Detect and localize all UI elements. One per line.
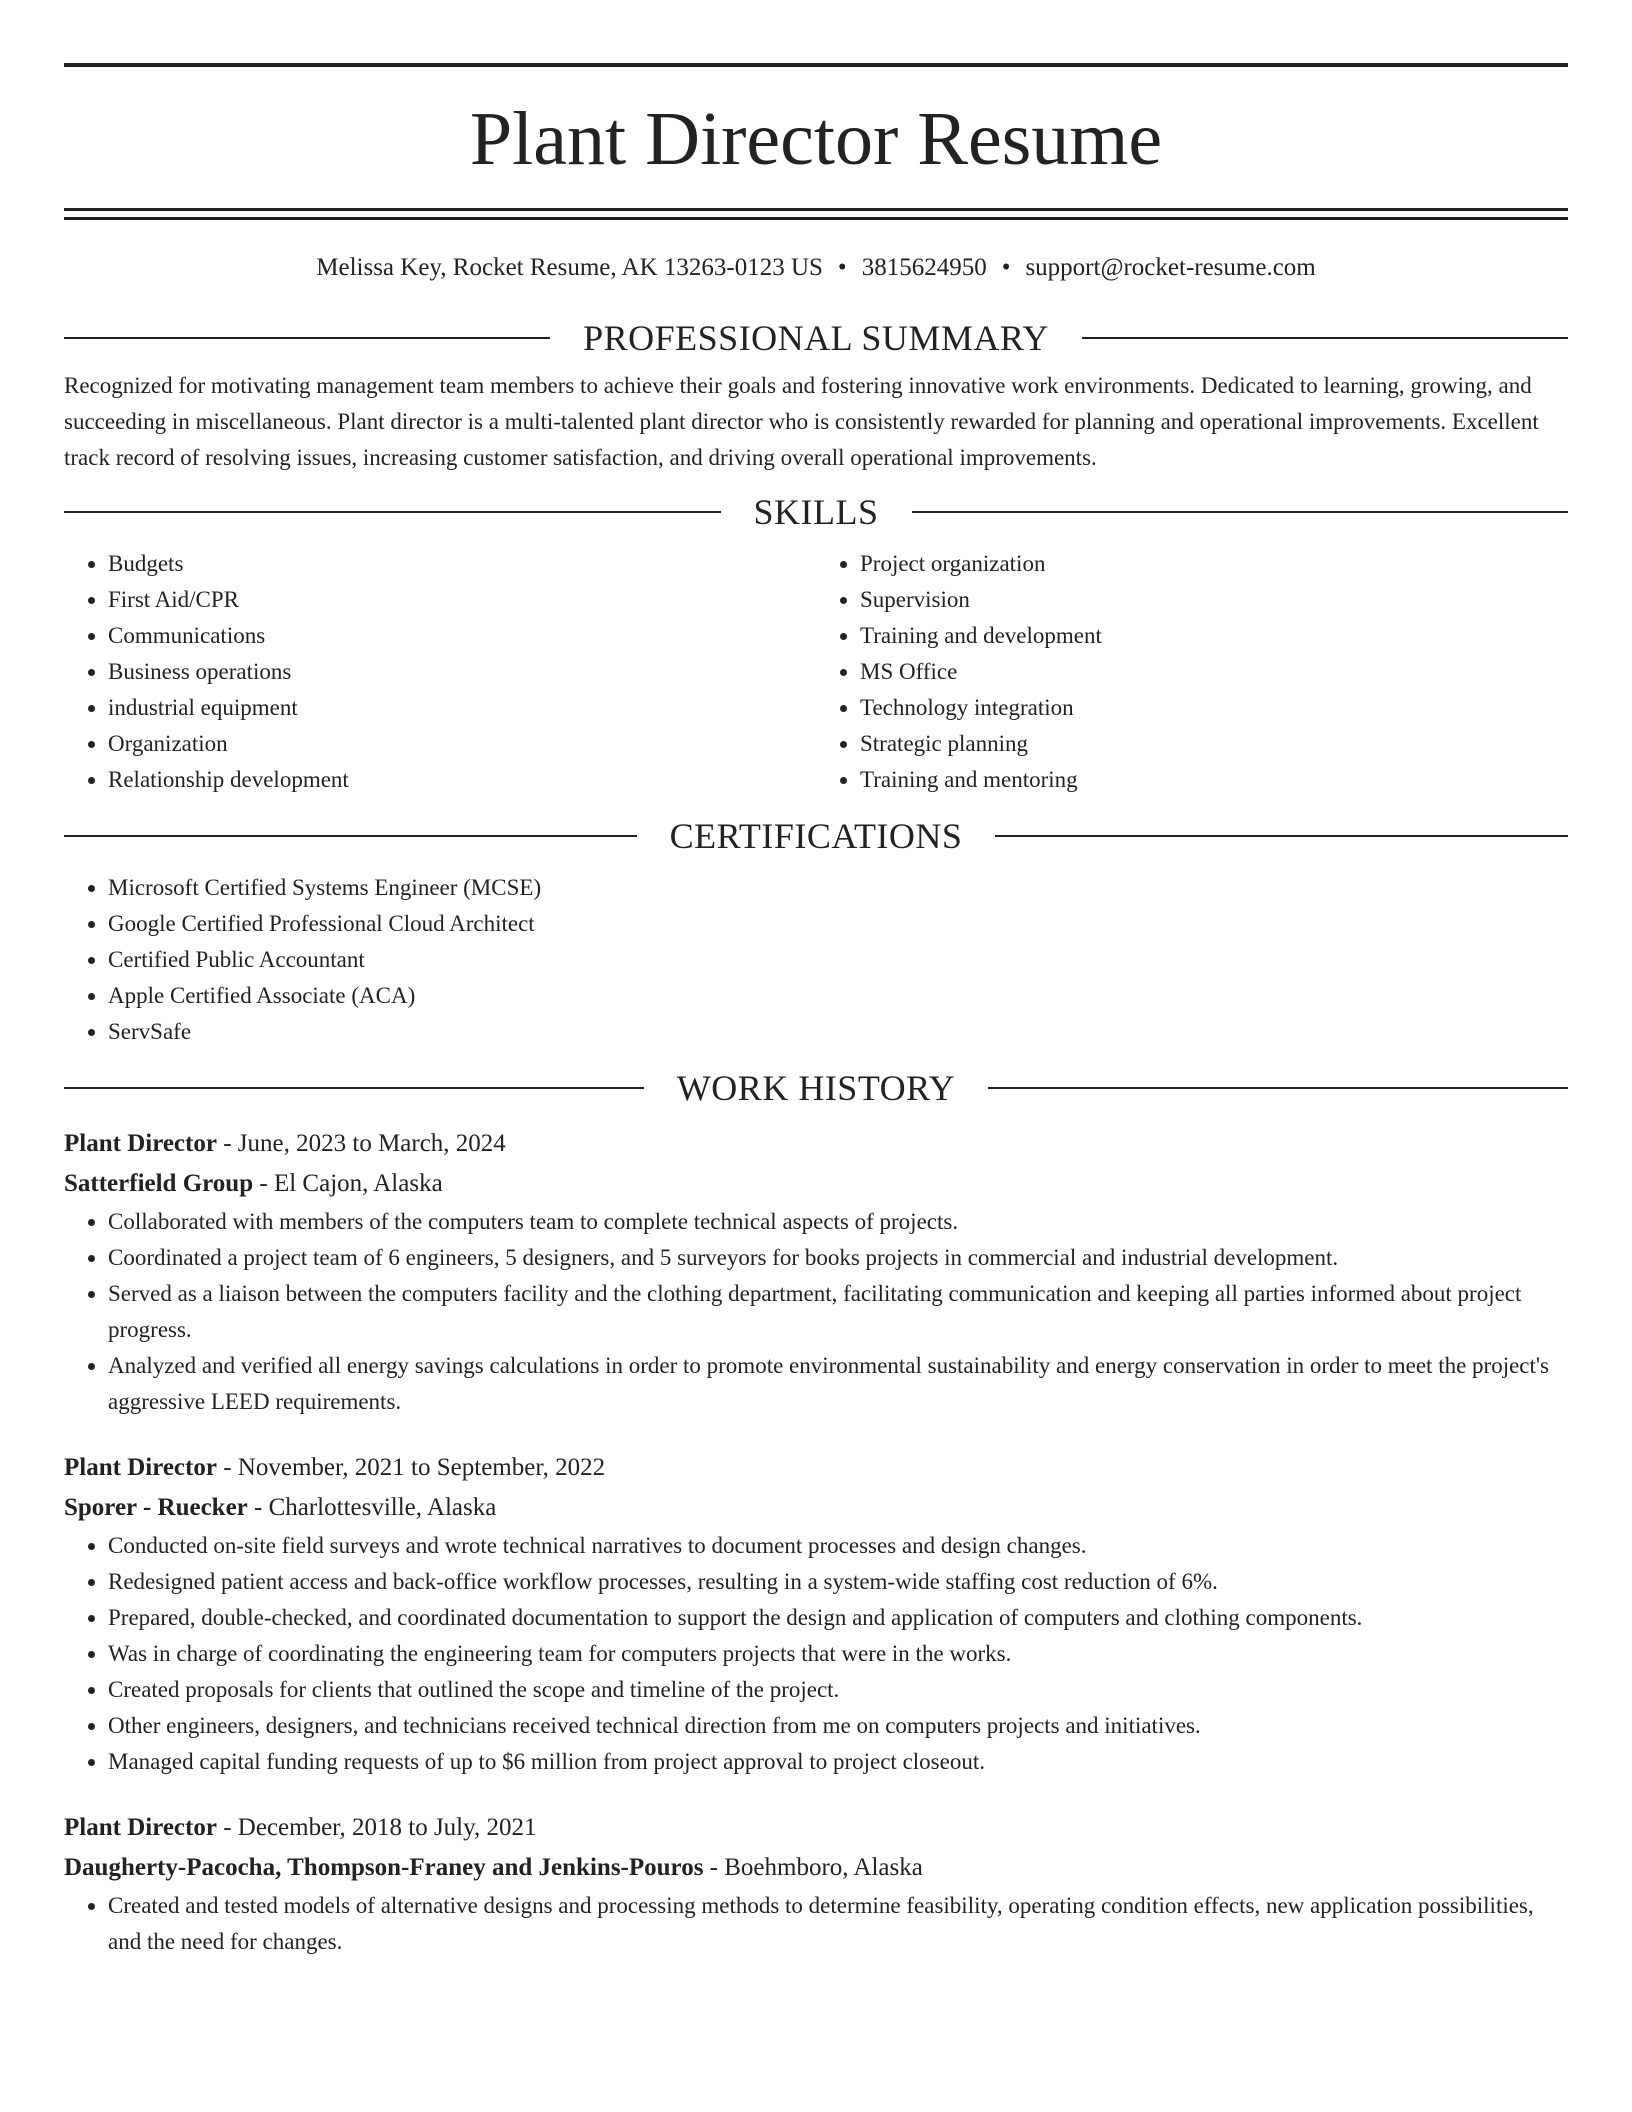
job-bullet: • Created and tested models of alternative designs and processing methods to determine feasibility, operating condition effects, new application possibilities, and the need for changes. <box>108 1888 1568 1960</box>
top-rule <box>64 63 1568 67</box>
certification-item: • Microsoft Certified Systems Engineer (MCSE) <box>108 870 1568 906</box>
skills-section-header <box>64 490 1568 534</box>
contact-separator: • <box>1001 254 1011 281</box>
skill-item: • Communications <box>108 618 816 654</box>
certification-item: • Certified Public Accountant <box>108 942 1568 978</box>
job-bullet: • Redesigned patient access and back-office workflow processes, resulting in a system-wide staffing cost reduction of 6%. <box>108 1564 1568 1600</box>
job-bullet: • Created proposals for clients that outlined the scope and timeline of the project. <box>108 1672 1568 1708</box>
summary-heading: PROFESSIONAL SUMMARY <box>583 318 1049 358</box>
skills-list-right <box>816 546 1568 798</box>
job-title-line <box>64 1808 1568 1848</box>
contact-phone: 3815624950 <box>861 254 987 281</box>
section-rule <box>988 1087 1568 1089</box>
job-location: - Boehmboro, Alaska <box>703 1854 923 1881</box>
job-bullet: • Other engineers, designers, and technicians received technical direction from me on computers projects and initiatives. <box>108 1708 1568 1744</box>
skill-item: • Training and development <box>860 618 1568 654</box>
certification-item: • Google Certified Professional Cloud Architect <box>108 906 1568 942</box>
contact-email: support@rocket-resume.com <box>1025 254 1316 281</box>
job-bullet: • Analyzed and verified all energy savings calculations in order to promote environmental sustainability and energy conservation in order to meet the project's aggressive LEED requirements. <box>108 1348 1568 1420</box>
skill-item: • Business operations <box>108 654 816 690</box>
section-rule <box>64 511 721 513</box>
skill-item: • Training and mentoring <box>860 762 1568 798</box>
certifications-section-header <box>64 814 1568 858</box>
job-title: Plant Director <box>64 1454 217 1481</box>
job-dates: - November, 2021 to September, 2022 <box>216 1454 606 1481</box>
skills-grid <box>64 546 1568 798</box>
skill-item: • Project organization <box>860 546 1568 582</box>
section-rule <box>1082 337 1568 339</box>
job-company-line <box>64 1164 1568 1204</box>
job-company: Sporer - Ruecker <box>64 1494 248 1521</box>
contact-separator: • <box>837 254 847 281</box>
job-entry <box>64 1448 1568 1780</box>
job-bullet: • Managed capital funding requests of up to $6 million from project approval to project closeout. <box>108 1744 1568 1780</box>
section-rule <box>64 835 637 837</box>
skills-heading: SKILLS <box>753 492 879 532</box>
job-bullet: • Prepared, double-checked, and coordinated documentation to support the design and application of computers and clothing components. <box>108 1600 1568 1636</box>
job-bullet: • Served as a liaison between the computers facility and the clothing department, facilitating communication and keeping all parties informed about project progress. <box>108 1276 1568 1348</box>
certifications-list <box>64 870 1568 1050</box>
skill-item: • Budgets <box>108 546 816 582</box>
skill-item: • Technology integration <box>860 690 1568 726</box>
job-company-line <box>64 1488 1568 1528</box>
certifications-heading: CERTIFICATIONS <box>669 816 963 856</box>
skills-list-left <box>64 546 816 798</box>
job-dates: - June, 2023 to March, 2024 <box>216 1130 506 1157</box>
section-rule <box>64 1087 644 1089</box>
job-company: Satterfield Group <box>64 1170 254 1197</box>
job-title-line <box>64 1124 1568 1164</box>
section-rule <box>912 511 1569 513</box>
skill-item: • Strategic planning <box>860 726 1568 762</box>
job-title-line <box>64 1448 1568 1488</box>
job-location: - Charlottesville, Alaska <box>247 1494 497 1521</box>
job-bullet: • Conducted on-site field surveys and wrote technical narratives to document processes and design changes. <box>108 1528 1568 1564</box>
certification-item: • ServSafe <box>108 1014 1568 1050</box>
job-title: Plant Director <box>64 1814 217 1841</box>
job-bullets <box>64 1204 1568 1420</box>
work-heading: WORK HISTORY <box>676 1068 956 1108</box>
work-section-header <box>64 1066 1568 1110</box>
section-rule <box>995 835 1568 837</box>
section-rule <box>64 337 550 339</box>
skill-item: • Supervision <box>860 582 1568 618</box>
contact-line <box>64 253 1568 283</box>
job-location: - El Cajon, Alaska <box>253 1170 443 1197</box>
resume-title: Plant Director Resume <box>469 97 1163 181</box>
summary-text: Recognized for motivating management team members to achieve their goals and fostering innovative work environments. Dedicated to learning, growing, and succeeding in miscellaneous. Plant director is a multi-talented plant director who is consistently rewarded for planning and operational improvements. Excellent track record of resolving issues, increasing customer satisfaction, and driving overall operational improvements. <box>64 373 1539 470</box>
job-bullet: • Collaborated with members of the computers team to complete technical aspects of projects. <box>108 1204 1568 1240</box>
summary-section-header <box>64 316 1568 360</box>
skill-item: • First Aid/CPR <box>108 582 816 618</box>
title-double-rule <box>64 208 1568 220</box>
certification-item: • Apple Certified Associate (ACA) <box>108 978 1568 1014</box>
job-entry <box>64 1808 1568 1960</box>
job-company-line <box>64 1848 1568 1888</box>
job-bullets <box>64 1528 1568 1780</box>
skill-item: • Organization <box>108 726 816 762</box>
skill-item: • industrial equipment <box>108 690 816 726</box>
job-title: Plant Director <box>64 1130 217 1157</box>
job-bullet: • Was in charge of coordinating the engineering team for computers projects that were in the works. <box>108 1636 1568 1672</box>
job-entry <box>64 1124 1568 1420</box>
contact-address: Melissa Key, Rocket Resume, AK 13263-0123 US <box>316 254 823 281</box>
job-dates: - December, 2018 to July, 2021 <box>216 1814 537 1841</box>
job-bullets <box>64 1888 1568 1960</box>
skill-item: • MS Office <box>860 654 1568 690</box>
job-company: Daugherty-Pacocha, Thompson-Franey and Jenkins-Pouros <box>64 1854 704 1881</box>
skill-item: • Relationship development <box>108 762 816 798</box>
job-bullet: • Coordinated a project team of 6 engineers, 5 designers, and 5 surveyors for books projects in commercial and industrial development. <box>108 1240 1568 1276</box>
